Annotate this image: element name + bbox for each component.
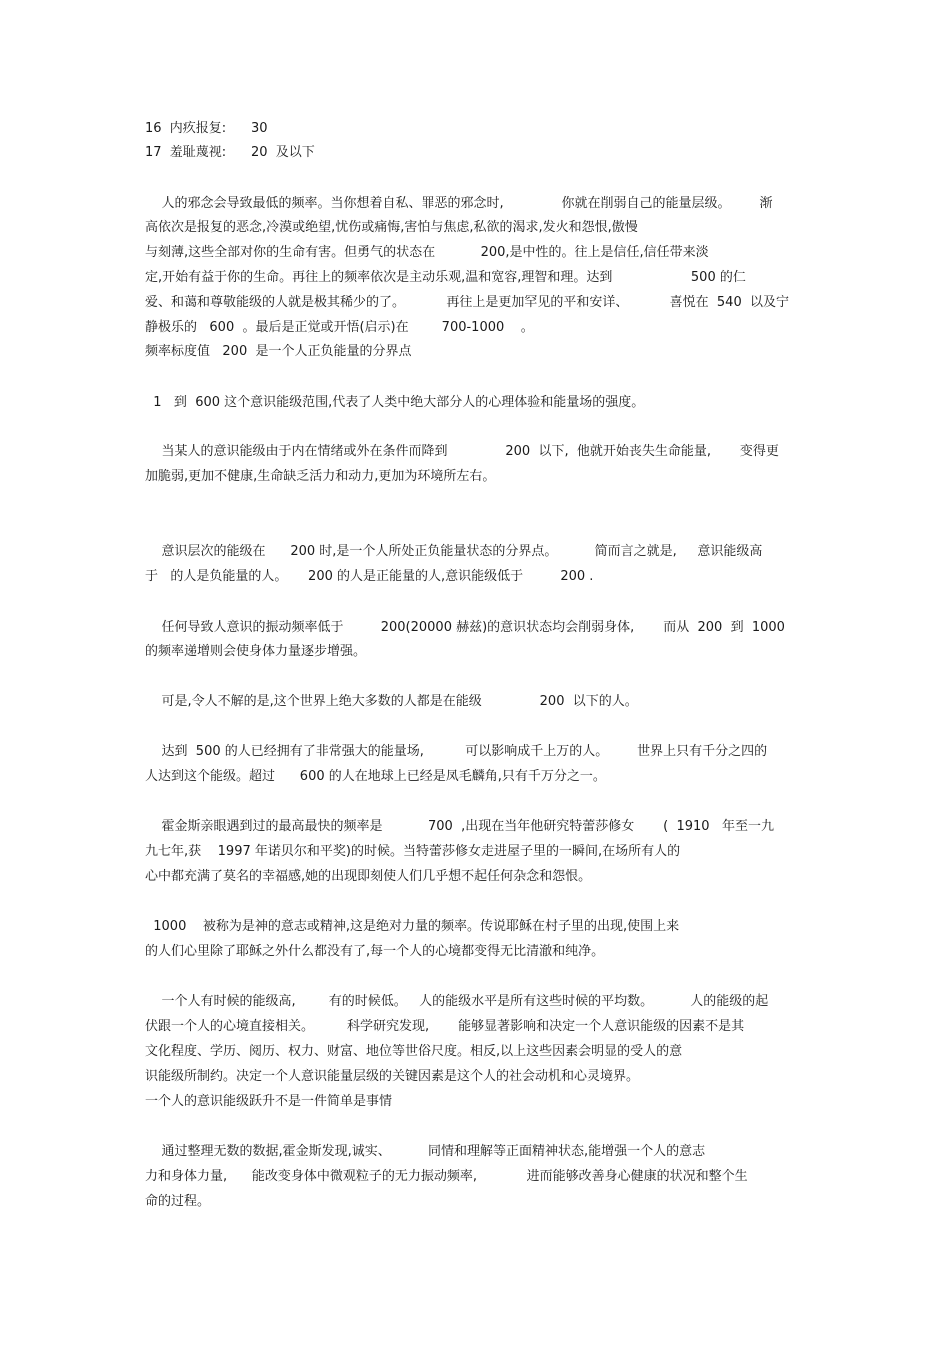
text-line: 于 的人是负能量的人。 200 的人是正能量的人,意识能级低于 200 .	[145, 569, 594, 584]
text-line: 一个人有时候的能级高, 有的时候低。 人的能级水平是所有这些时候的平均数。 人的能级的起	[145, 994, 769, 1009]
text-line: 心中都充满了莫名的幸福感,她的出现即刻使人们几乎想不起任何杂念和怨恨。	[145, 869, 592, 884]
text-line: 1 到 600 这个意识能级范围,代表了人类中绝大部分人的心理体验和能量场的强度。	[145, 395, 645, 410]
text-line: 当某人的意识能级由于内在情绪或外在条件而降到 200 以下, 他就开始丧失生命能量, 变得更	[145, 444, 779, 459]
text-line: 1000 被称为是神的意志或精神,这是绝对力量的频率。传说耶稣在村子里的出现,使围上来	[145, 919, 680, 934]
text-line: 意识层次的能级在 200 时,是一个人所处正负能量状态的分界点。 简而言之就是, 意识能级高	[145, 544, 763, 559]
text-line: 任何导致人意识的振动频率低于 200(20000 赫兹)的意识状态均会削弱身体, 而从 200 到 1000	[145, 620, 785, 635]
text-line: 霍金斯亲眼遇到过的最高最快的频率是 700 ,出现在当年他研究特蕾莎修女 ( 1910 年至一九	[145, 819, 774, 834]
text-line: 的频率递增则会使身体力量逐步增强。	[145, 644, 367, 659]
text-line: 的人们心里除了耶稣之外什么都没有了,每一个人的心境都变得无比清澈和纯净。	[145, 944, 605, 959]
text-line: 与刻薄,这些全部对你的生命有害。但勇气的状态在 200,是中性的。往上是信任,信任带来淡	[145, 245, 709, 260]
text-line: 高依次是报复的恶念,冷漠或绝望,忧伤或痛悔,害怕与焦虑,私欲的渴求,发火和怨恨,傲慢	[145, 220, 638, 235]
text-line: 17 羞耻蔑视: 20 及以下	[145, 145, 315, 160]
text-line: 频率标度值 200 是一个人正负能量的分界点	[145, 344, 412, 359]
text-line: 加脆弱,更加不健康,生命缺乏活力和动力,更加为环境所左右。	[145, 469, 496, 484]
text-line: 人达到这个能级。超过 600 的人在地球上已经是凤毛麟角,只有千万分之一。	[145, 769, 606, 784]
text-line: 爱、和蔼和尊敬能级的人就是极其稀少的了。 再往上是更加罕见的平和安详、 喜悦在 540 以及宁	[145, 295, 789, 310]
text-line: 一个人的意识能级跃升不是一件简单是事情	[145, 1094, 393, 1109]
text-line: 九七年,获 1997 年诺贝尔和平奖)的时候。当特蕾莎修女走进屋子里的一瞬间,在场所有人的	[145, 844, 681, 859]
text-line: 命的过程。	[145, 1194, 211, 1209]
text-line: 16 内疚报复: 30	[145, 121, 268, 136]
text-line: 定,开始有益于你的生命。再往上的频率依次是主动乐观,温和宽容,理智和理。达到 500 的仁	[145, 270, 746, 285]
text-line: 通过整理无数的数据,霍金斯发现,诚实、 同情和理解等正面精神状态,能增强一个人的意志	[145, 1144, 706, 1159]
text-line: 可是,令人不解的是,这个世界上绝大多数的人都是在能级 200 以下的人。	[145, 694, 638, 709]
text-line: 识能级所制约。决定一个人意识能量层级的关键因素是这个人的社会动机和心灵境界。	[145, 1069, 640, 1084]
text-line: 力和身体力量, 能改变身体中微观粒子的无力振动频率, 进而能够改善身心健康的状况和整个生	[145, 1169, 748, 1184]
text-line: 人的邪念会导致最低的频率。当你想着自私、罪恶的邪念时, 你就在削弱自己的能量层级。 渐	[145, 196, 773, 211]
text-line: 文化程度、学历、阅历、权力、财富、地位等世俗尺度。相反,以上这些因素会明显的受人的意	[145, 1044, 683, 1059]
text-line: 达到 500 的人已经拥有了非常强大的能量场, 可以影响成千上万的人。 世界上只有千分之四的	[145, 744, 768, 759]
text-line: 伏跟一个人的心境直接相关。 科学研究发现, 能够显著影响和决定一个人意识能级的因素不是其	[145, 1019, 745, 1034]
text-line: 静极乐的 600 。最后是正觉或开悟(启示)在 700-1000 。	[145, 320, 534, 335]
